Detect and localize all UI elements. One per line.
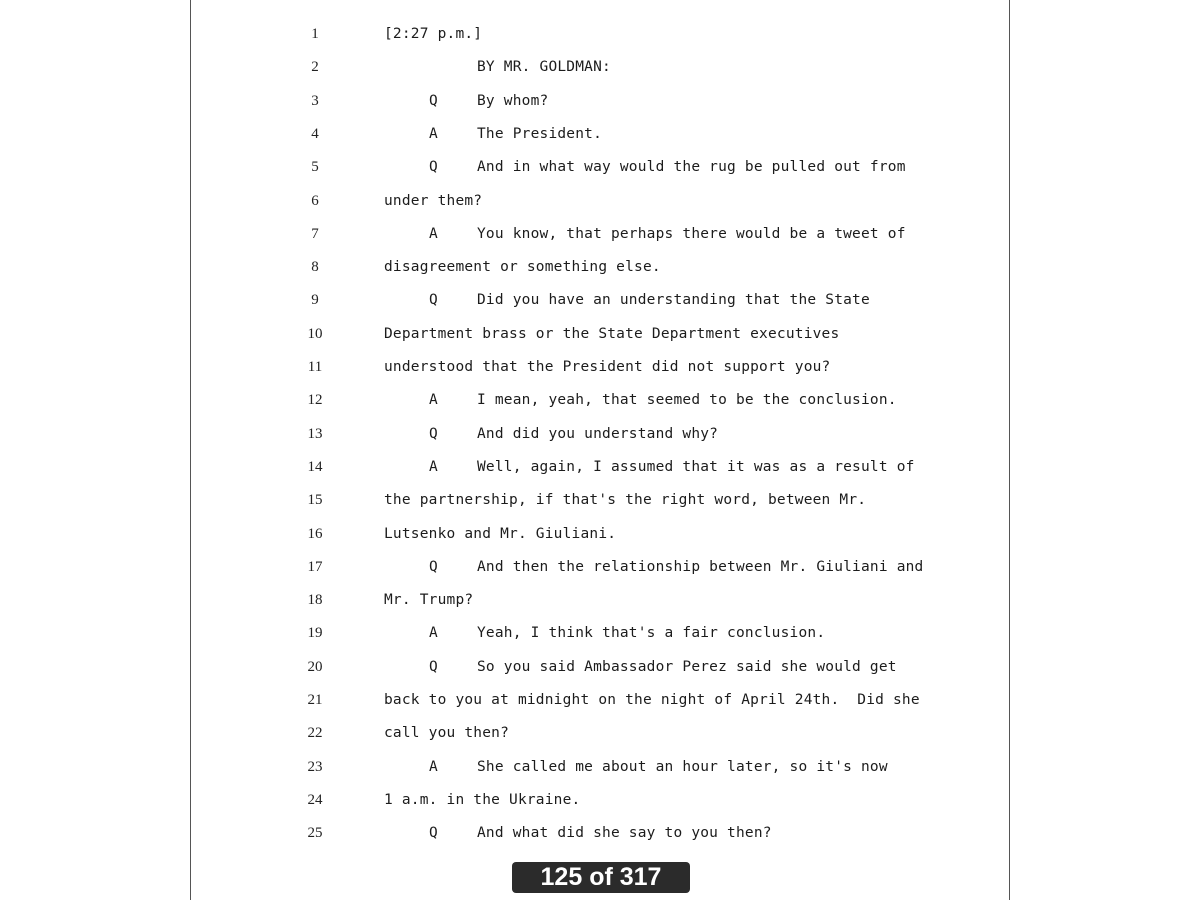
speaker-label: A — [429, 458, 438, 475]
line-text: The President. — [477, 125, 603, 142]
line-number: 22 — [307, 725, 323, 742]
speaker-label: Q — [429, 159, 438, 176]
speaker-label: A — [429, 625, 438, 642]
line-text: Did you have an understanding that the State — [477, 292, 870, 309]
line-text: BY MR. GOLDMAN: — [477, 59, 611, 76]
line-text: And what did she say to you then? — [477, 825, 772, 842]
line-number: 18 — [307, 592, 323, 609]
speaker-label: Q — [429, 658, 438, 675]
transcript-line — [191, 253, 1009, 286]
line-number: 4 — [311, 125, 319, 142]
transcript-line — [191, 653, 1009, 686]
line-text: back to you at midnight on the night of April 24th. Did she — [384, 692, 920, 708]
line-text: Mr. Trump? — [384, 592, 474, 609]
line-text: By whom? — [477, 92, 549, 109]
speaker-label: A — [429, 758, 438, 775]
transcript-line — [191, 753, 1009, 786]
line-number: 21 — [307, 692, 323, 708]
line-number: 25 — [307, 825, 323, 842]
transcript-line — [191, 20, 1009, 53]
transcript-line — [191, 453, 1009, 486]
line-text: 1 a.m. in the Ukraine. — [384, 791, 581, 808]
line-text: disagreement or something else. — [384, 259, 661, 276]
line-number: 6 — [311, 192, 319, 209]
transcript-page — [190, 0, 1010, 900]
line-text: call you then? — [384, 725, 510, 742]
speaker-label: Q — [429, 825, 438, 842]
line-text: And did you understand why? — [477, 425, 719, 442]
transcript-line — [191, 53, 1009, 86]
line-number: 5 — [311, 159, 319, 176]
line-number: 15 — [307, 492, 323, 509]
line-number: 11 — [307, 359, 323, 375]
line-number: 14 — [307, 458, 323, 475]
line-text: She called me about an hour later, so it's now — [477, 758, 888, 775]
speaker-label: A — [429, 225, 438, 242]
line-number: 19 — [307, 625, 323, 642]
line-number: 2 — [311, 59, 319, 76]
transcript-line — [191, 520, 1009, 553]
line-text: You know, that perhaps there would be a tweet of — [477, 225, 906, 242]
line-number: 20 — [307, 658, 323, 675]
line-number: 8 — [311, 259, 319, 276]
line-text: So you said Ambassador Perez said she would get — [477, 658, 897, 675]
transcript-line — [191, 586, 1009, 619]
line-text: Department brass or the State Department executives — [384, 325, 840, 342]
line-number: 24 — [307, 791, 323, 808]
line-text: understood that the President did not support you? — [384, 359, 831, 375]
line-number: 10 — [307, 325, 323, 342]
line-number: 1 — [311, 26, 319, 42]
line-text: Lutsenko and Mr. Giuliani. — [384, 525, 617, 542]
line-number: 12 — [307, 392, 323, 409]
line-text: And then the relationship between Mr. Giuliani and — [477, 558, 924, 575]
transcript-line — [191, 220, 1009, 253]
transcript-line — [191, 87, 1009, 120]
speaker-label: A — [429, 125, 438, 142]
line-number: 17 — [307, 558, 323, 575]
line-text: Yeah, I think that's a fair conclusion. — [477, 625, 826, 642]
line-number: 7 — [311, 225, 319, 242]
line-text: [2:27 p.m.] — [384, 26, 483, 42]
transcript-line — [191, 286, 1009, 319]
line-text: And in what way would the rug be pulled out from — [477, 159, 906, 176]
transcript-line — [191, 486, 1009, 519]
transcript-line — [191, 686, 1009, 719]
transcript-line — [191, 420, 1009, 453]
line-number: 16 — [307, 525, 323, 542]
line-number: 9 — [311, 292, 319, 309]
transcript-line — [191, 187, 1009, 220]
line-number: 23 — [307, 758, 323, 775]
transcript-line — [191, 153, 1009, 186]
speaker-label: A — [429, 392, 438, 409]
transcript-line — [191, 819, 1009, 852]
speaker-label: Q — [429, 425, 438, 442]
speaker-label: Q — [429, 292, 438, 309]
transcript-line — [191, 353, 1009, 386]
transcript-line — [191, 386, 1009, 419]
line-text: Well, again, I assumed that it was as a result of — [477, 458, 915, 475]
transcript-line — [191, 120, 1009, 153]
transcript-line — [191, 619, 1009, 652]
transcript-line — [191, 719, 1009, 752]
transcript-line — [191, 553, 1009, 586]
line-number: 13 — [307, 425, 323, 442]
line-text: I mean, yeah, that seemed to be the conclusion. — [477, 392, 897, 409]
line-text: under them? — [384, 192, 483, 209]
transcript-line — [191, 320, 1009, 353]
speaker-label: Q — [429, 558, 438, 575]
transcript-line — [191, 786, 1009, 819]
line-number: 3 — [311, 92, 319, 109]
line-text: the partnership, if that's the right word, between Mr. — [384, 492, 867, 509]
speaker-label: Q — [429, 92, 438, 109]
page-counter: 125 of 317 — [512, 862, 690, 893]
